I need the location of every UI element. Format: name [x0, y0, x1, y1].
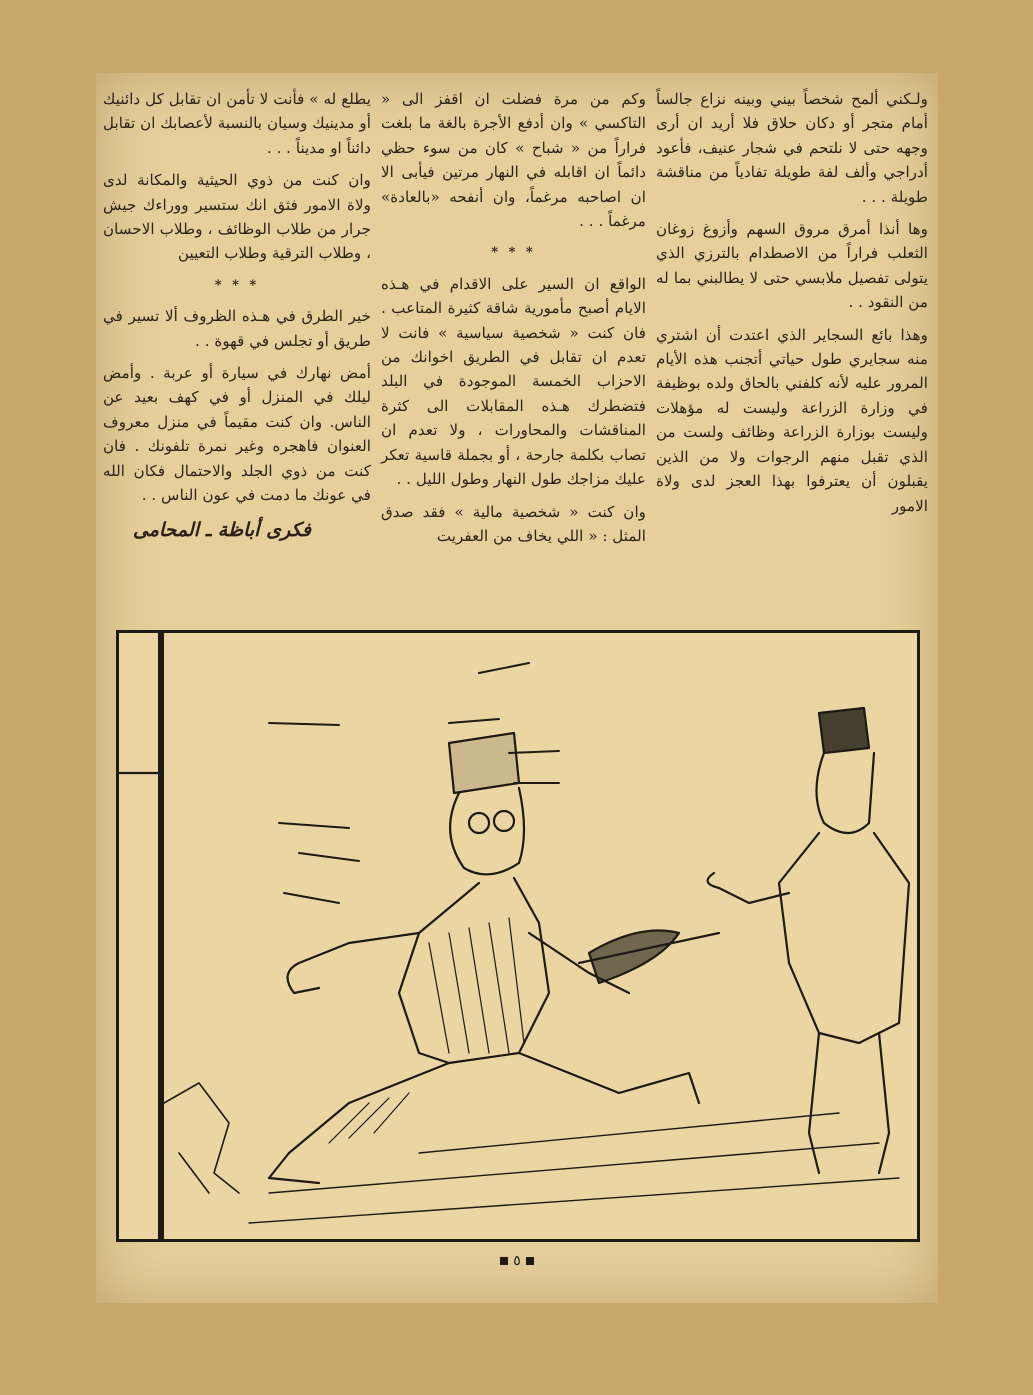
paragraph: أمض نهارك في سيارة أو عربة . وأمض ليلك في المنزل أو في كهف بعيد عن الناس. وان كنت مقيماً في منزل معروف العنوان فاهجره وغير نمرة تلفونك . فان كنت من ذوي الجلد والاحتمال فكان الله في عونك ما دمت في عون الناس . .	[103, 364, 371, 505]
page-number-mark	[500, 1257, 508, 1265]
paragraph: يطلع له » فأنت لا تأمن ان تقابل كل دائنيك أو مدينيك وسيان بالنسبة لأعصابك ان تقابل دائناً او مديناً . . .	[103, 90, 371, 157]
paragraph: الواقع ان السير على الاقدام في هـذه الايام أصبح مأمورية شاقة كثيرة المتاعب . فان كنت « شخصية سياسية » فانت لا تعدم ان تقابل في الطريق اخوانك من الاحزاب الخمسة الموجودة في البلد فتضطرك هـذه المقابلات الى كثرة المناقشات والمحاورات ، ولا تعدم ان تصاب بكلمة جارحة ، أو بجملة قاسية تعكر عليك مزاجك طول النهار وطول الليل . .	[381, 274, 646, 489]
paragraph: خير الطرق في هـذه الظروف ألا تسير في طريق أو تجلس في قهوة . .	[103, 307, 371, 350]
paragraph: ولـكني ألمح شخصاً بيني وبينه نزاع جالساً أمام متجر أو دكان حلاق فلا أريد ان أرى وجهه حتى لا نلتحم في شجار عنيف، فأعود أدراجي وألف لفة طويلة تفادياً من مناقشة طويلة . . .	[656, 90, 928, 206]
paragraph: وان كنت من ذوي الحيثية والمكانة لدى ولاة الامور فثق انك ستسير ووراءك جيش جرار من طلاب الوظائف ، وطلاب الاحسان ، وطلاب الترقية وطلاب التعيين	[103, 171, 371, 263]
cartoon-drawing	[119, 633, 917, 1239]
magazine-page	[96, 73, 938, 1303]
right-column	[656, 87, 928, 697]
page-number-mark	[526, 1257, 534, 1265]
paragraph: وها أنذا أمرق مروق السهم وأزوغ زوغان الثعلب فراراً من الاصطدام بالترزي الذي يتولى تفصيل ملابسي حتى لا يطالبني بما له من النقود . .	[656, 220, 928, 312]
author-signature: فكرى أباظة ـ المحامى	[132, 518, 311, 541]
left-column	[103, 87, 371, 697]
page-number-text: ٥	[513, 1253, 521, 1269]
section-separator: * * *	[491, 245, 536, 261]
article-columns	[96, 87, 938, 697]
section-separator: * * *	[214, 277, 260, 293]
cartoon-illustration	[116, 630, 920, 1242]
paragraph: وهذا بائع السجاير الذي اعتدت أن اشتري منه سجايري طول حياتي أتجنب هذه الأيام المرور عليه لأنه كلفني بالحاق ولده بوظيفة في وزارة الزراعة وليست له مؤهلات وليست بوزارة الزراعة وظائف ولست من الذي تقبل منهم الرجوات ولا من الذين يقبلون أن يعترفوا بهذا العجز لدى ولاة الامور	[656, 325, 928, 515]
middle-column	[381, 87, 646, 697]
paragraph: وان كنت « شخصية مالية » فقد صدق المثل : « اللي يخاف من العفريت	[381, 502, 646, 545]
page-number	[96, 1253, 938, 1269]
paragraph: وكم من مرة فضلت ان اقفز الى « التاكسي » وان أدفع الأجرة بالغة ما بلغت فراراً من « شباح » كان من سوء حظي دائماً ان اقابله في النهار مرتين فيأبى الا ان اصاحبه مرغماً، وان أنفحه «بالعادة» مرغماً . . .	[381, 90, 646, 231]
